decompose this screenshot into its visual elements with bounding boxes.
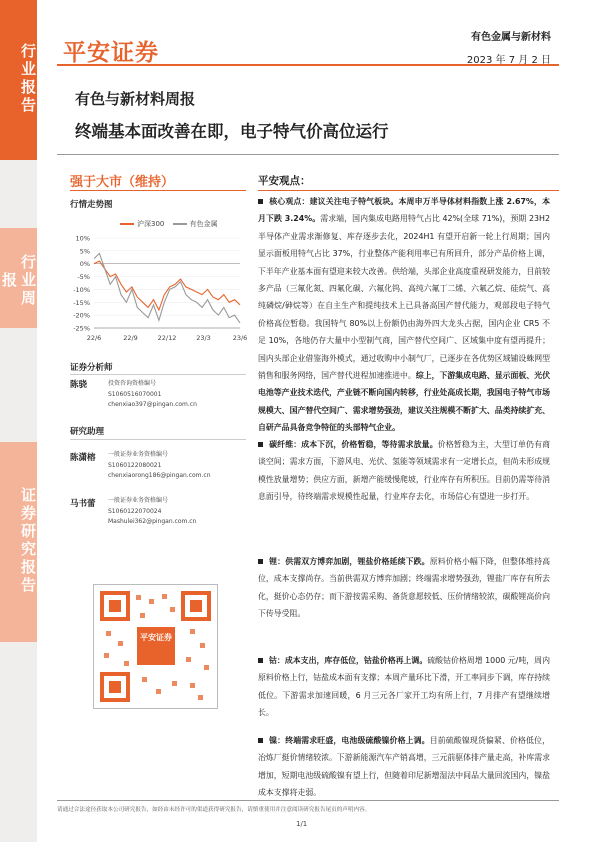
trend-chart — [68, 228, 248, 348]
viewpoint-carbon-fiber-body: 价格暂稳为主，大型订单仍有商谈空间；需求方面，下游风电、光伏、氢能等领域需求有一定增长点，但尚未形成规模性放量增势；供应方面，新增产能缓慢爬坡，行业库存有所积压。目前仍需等待消息面引导，待终端需求规模性起量，行业库存去化，市场信心有望进一步打开。 — [258, 440, 550, 502]
sidebar-block-weekly — [0, 228, 37, 328]
sidebar — [0, 0, 37, 842]
assistants-divider — [70, 439, 246, 440]
viewpoint-cobalt — [258, 652, 550, 722]
report-category: 有色金属与新材料 — [471, 32, 551, 43]
series-line-hs300 — [94, 261, 240, 310]
viewpoint-core-body: 需求端，国内集成电路用特气占比 42%(全球 71%)，预期 23H2 半导体产业需求渐修复、库存逐步去化，2024H1 有望开启新一轮上行周期；国内显示面板用特气占比 37%，行业整体产能利用率已有所回升，部分产品价格上调，下半年产业基本面有望迎来较大改善。供给端，头部企业高度重视研发能力，目前较多产品（三氟化氮、四氟化碳、六氟化钨、高纯六氟丁二烯、六氟乙烷、硅烷气、高纯磷烷/砷烷等）在自主生产和提纯技术上已具备高国产替代能力，观部段电子特气价格高位暂稳。我国特气 80%以上份额仍由海外四大龙头占据，国内企业 CR5 不足 10%，各地仍存大量中小型制气商，国产替代空间广、区域集中度有望再提升；国内头部企业借鉴海外模式，通过收购中小制气厂，已逐步在各优势区域铺设蛛网型销售和服务网络，国产替代进程加速推进中。 — [258, 214, 550, 381]
sidebar-label-research: 证券研究报告 — [19, 487, 37, 595]
y-tick-label: 5% — [79, 247, 90, 256]
report-date: 2023 年 7 月 2 日 — [466, 55, 551, 66]
assistant-1-info — [108, 450, 211, 482]
viewpoint-core-summary: 综上，下游集成电路、显示面板、光伏电池等产业技术迭代，产业链不断向国内转移，行业处高成长期，我国电子特气市场规模大、国产替代空间广、需求增势强劲，建议关注规模不断扩大、品类持续扩充、自研产品具备竞争特征的头部特气企业。 — [258, 371, 550, 433]
bullet-icon — [258, 658, 263, 663]
y-tick-label: -20% — [73, 311, 90, 320]
y-tick-label: 10% — [75, 234, 90, 243]
trend-heading: 行情走势图 — [70, 200, 113, 210]
footer-disclaimer: 请通过合法途径获取本公司研究报告，如经由未经许可的渠道获得研究报告，请慎重使用并注意阅读研究报告尾页的声明内容。 — [57, 807, 371, 813]
viewpoint-lithium-lead: 锂：供需双方博弈加剧，锂盐价格延续下跌。 — [269, 557, 430, 566]
title-divider — [57, 154, 559, 155]
footer-divider — [57, 800, 559, 801]
x-tick-label: 23/6 — [232, 334, 248, 342]
bullet-icon — [258, 559, 263, 564]
analyst-1-info — [108, 379, 197, 411]
rating-label: 强于大市（维持） — [70, 175, 175, 190]
company-logo: 平安证券 — [63, 40, 159, 66]
viewpoint-carbon-fiber — [258, 436, 550, 506]
qr-logo: 平安证券 — [137, 627, 175, 665]
assistant-2-name: 马书蕾 — [70, 499, 96, 509]
assistant-2-qualification: 一般证券业务资格编号 — [108, 497, 169, 504]
sidebar-label-weekly: 行业周报 — [0, 254, 37, 308]
legend-item-hs300: 沪深300 — [120, 220, 164, 228]
bullet-icon — [258, 738, 263, 743]
x-tick-label: 23/3 — [196, 334, 211, 342]
viewpoint-carbon-fiber-lead: 碳纤维：成本下沉，价格暂稳，等待需求放量。 — [269, 440, 438, 449]
analysts-divider — [70, 374, 246, 375]
viewpoint-lithium-body: 原料价格小幅下降，但整体维持高位，成本支撑尚存。当前供需双方博弈加剧；终端需求增势强劲，锂盐厂库存有所去化，挺价心态仍存；而下游按需采购、备货意愿较低、压价情绪较浓，碳酸锂高价向下传导受阻。 — [258, 557, 550, 619]
analyst-1-name: 陈骁 — [70, 380, 88, 390]
assistant-2-license: S1060122070024 — [108, 507, 162, 515]
assistant-1-email[interactable]: chenxiaorong186@pingan.com.cn — [108, 472, 211, 479]
y-tick-label: -15% — [73, 298, 90, 307]
bullet-icon — [258, 442, 263, 447]
qr-code[interactable] — [93, 584, 218, 709]
x-tick-label: 22/12 — [157, 334, 177, 342]
y-tick-label: -5% — [77, 273, 90, 282]
viewpoint-nickel-body: 目前硫酸镍现货偏紧、价格低位，冶炼厂挺价情绪较浓。下游新能源汽车产销高增，三元前驱体排产量走高，补库需求增加，短期电池级硫酸镍有望上行，但随着印尼新增湿法中间品大量回流国内，镍盐成本支撑将走弱。 — [258, 736, 550, 798]
sidebar-block-report-type — [0, 0, 37, 160]
analyst-1-email[interactable]: chenxiao397@pingan.com.cn — [108, 401, 197, 408]
viewpoints-heading: 平安观点： — [258, 175, 311, 187]
viewpoint-core — [258, 193, 550, 437]
assistants-heading: 研究助理 — [70, 427, 105, 437]
assistant-1-license: S1060122080021 — [108, 461, 162, 469]
viewpoint-nickel-lead: 镍：终端需求旺盛，电池级硫酸镍价格上调。 — [269, 736, 430, 745]
assistant-2-info — [108, 496, 196, 528]
y-tick-label: -10% — [73, 285, 90, 294]
assistant-1-name: 陈潇榕 — [70, 453, 96, 463]
assistant-2-email[interactable]: Mashulei362@pingan.com.cn — [108, 518, 197, 525]
viewpoints-divider — [258, 190, 559, 191]
assistant-1-qualification: 一般证券业务资格编号 — [108, 451, 169, 458]
viewpoint-cobalt-body: 硫酸钴价格周增 1000 元/吨，周内原料价格上行，钴盐成本面有支撑；本周产量环比下滑，开工率同步下调，库存持续低位。下游需求加速回暖，6 月三元各厂家开工均有所上行，7 月排产有望继续增长。 — [258, 656, 550, 718]
viewpoint-cobalt-lead: 钴：成本支出，库存低位，钴盐价格再上调。 — [269, 656, 428, 665]
header-meta — [467, 28, 551, 66]
sidebar-label-industry-report: 行业报告 — [19, 43, 37, 115]
page-number: 1/1 — [296, 820, 308, 828]
viewpoint-lithium — [258, 553, 550, 623]
x-tick-label: 22/6 — [86, 334, 102, 342]
sidebar-block-research — [0, 442, 37, 642]
report-title: 终端基本面改善在即，电子特气价高位运行 — [75, 122, 389, 141]
x-tick-label: 22/9 — [123, 334, 138, 342]
legend-item-sector: 有色金属 — [173, 220, 218, 228]
header-divider — [57, 64, 559, 66]
analysts-heading: 证券分析师 — [70, 363, 113, 373]
rating-divider — [70, 190, 246, 191]
y-tick-label: 0% — [79, 260, 90, 269]
viewpoint-core-lead: 核心观点：建议关注电子特气板块。本周申万半导体材料指数上涨 2.67%，本月下跌 3.24%。 — [258, 197, 550, 224]
analyst-1-qualification: 投资咨询资格编号 — [108, 380, 157, 387]
y-tick-label: -25% — [73, 324, 90, 333]
analyst-1-license: S1060516070001 — [108, 390, 162, 398]
report-subtitle: 有色与新材料周报 — [75, 90, 196, 108]
bullet-icon — [258, 199, 263, 204]
viewpoint-nickel — [258, 732, 550, 802]
